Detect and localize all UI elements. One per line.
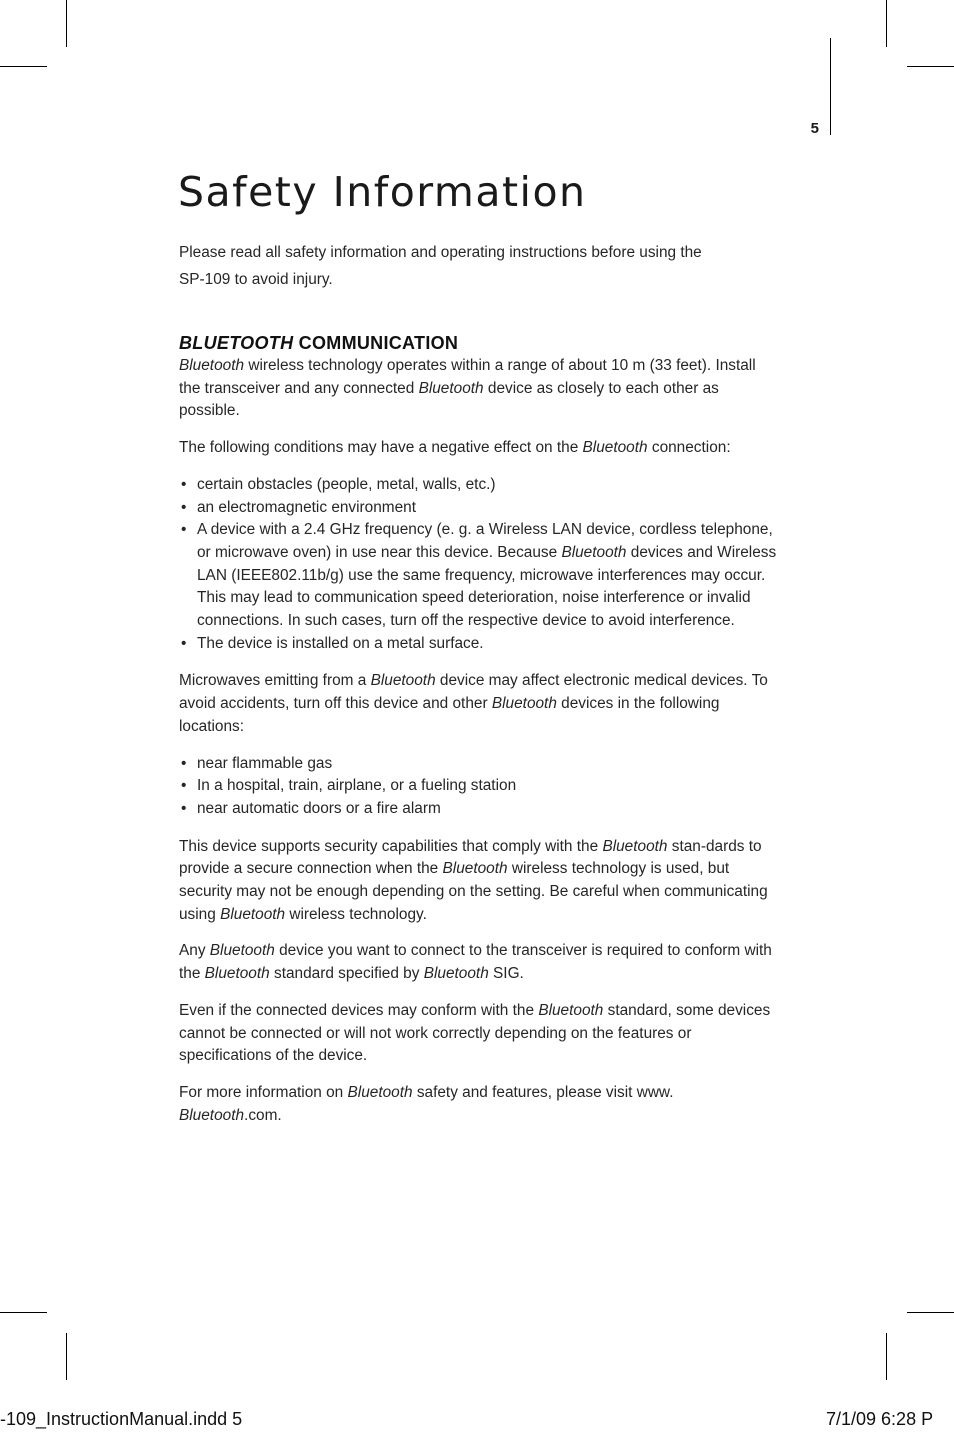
text-run: A device with a 2.4 GHz frequency (e. g. a Wireless LAN device, cordless telephone, or microwave oven) in use near this device. Because xyxy=(197,521,773,561)
brand-term: Bluetooth xyxy=(179,357,245,374)
brand-term: Bluetooth xyxy=(442,860,508,878)
text-run: .com. xyxy=(244,1106,282,1124)
paragraph-more-info xyxy=(179,1082,779,1127)
text-run: standard, some devices cannot be connected or will not work correctly depending on the features or specifications of the device. xyxy=(179,1001,771,1065)
text-run: Any xyxy=(179,942,210,960)
text-run: devices in the following locations: xyxy=(179,695,720,735)
intro-line-1: Please read all safety information and operating instructions before using the xyxy=(179,244,702,261)
brand-term: Bluetooth xyxy=(561,543,627,561)
text-run: devices and Wireless LAN (IEEE802.11b/g) use the same frequency, microwave interferences may occur. This may lead to communication speed deterioration, noise interference or invalid connections. In such cases, turn off the respective device to avoid interference. xyxy=(197,543,777,630)
text-run: wireless technology operates within a range of about 10 m (33 feet). Install the transceiver and any connected xyxy=(179,357,756,397)
paragraph-microwaves xyxy=(179,670,779,738)
brand-term: Bluetooth xyxy=(347,1083,413,1101)
brand-term: Bluetooth xyxy=(423,965,489,983)
text-run: connection: xyxy=(647,439,731,457)
locations-list xyxy=(179,753,779,821)
crop-mark xyxy=(886,1333,887,1380)
paragraph-security xyxy=(179,836,779,927)
brand-term: Bluetooth xyxy=(179,1106,245,1124)
brand-term: Bluetooth xyxy=(370,672,436,690)
text-run: For more information on xyxy=(179,1083,348,1101)
list-item: • The device is installed on a metal surface. xyxy=(179,633,779,656)
brand-term: Bluetooth xyxy=(491,695,557,713)
heading-rest: COMMUNICATION xyxy=(293,333,459,353)
page-number: 5 xyxy=(810,120,819,137)
text-run: This device supports security capabilities that comply with the xyxy=(179,837,603,855)
text-run: Microwaves emitting from a xyxy=(179,672,371,690)
list-item: • an electromagnetic environment xyxy=(179,497,779,520)
intro-paragraph xyxy=(179,239,779,293)
brand-term: Bluetooth xyxy=(582,439,648,457)
paragraph-conditions xyxy=(179,437,779,460)
text-run: standard specified by xyxy=(269,965,424,983)
paragraph-conform xyxy=(179,940,779,985)
page-title: Safety Information xyxy=(178,168,587,216)
page-edge-rule xyxy=(830,38,831,135)
intro-line-2: SP-109 to avoid injury. xyxy=(179,271,333,288)
crop-mark xyxy=(0,1312,47,1313)
text-run: stan-dards to provide a secure connection when the xyxy=(179,837,762,878)
crop-mark xyxy=(907,66,954,67)
footer-datetime: 7/1/09 6:28 P xyxy=(826,1409,934,1429)
crop-mark xyxy=(66,1333,67,1380)
list-item: • near flammable gas xyxy=(179,753,779,776)
brand-term: Bluetooth xyxy=(209,942,275,960)
text-run: SIG. xyxy=(488,965,524,983)
brand-term: Bluetooth xyxy=(220,905,286,923)
section-heading xyxy=(179,331,779,355)
paragraph-compatibility xyxy=(179,1000,779,1068)
text-run: safety and features, please visit www. xyxy=(412,1083,674,1101)
text-run: Even if the connected devices may conform with the xyxy=(179,1001,539,1019)
footer-filename: -109_InstructionManual.indd 5 xyxy=(0,1409,243,1429)
text-run: The following conditions may have a negative effect on the xyxy=(179,439,583,457)
list-item xyxy=(179,519,779,633)
brand-term: Bluetooth xyxy=(602,837,668,855)
text-run: device as closely to each other as possible. xyxy=(179,379,719,420)
text-run: device you want to connect to the transceiver is required to conform with the xyxy=(179,942,772,983)
brand-term: Bluetooth xyxy=(538,1001,604,1019)
crop-mark xyxy=(886,0,887,47)
brand-term: Bluetooth xyxy=(204,965,270,983)
crop-mark xyxy=(907,1312,954,1313)
crop-mark xyxy=(0,66,47,67)
brand-term: Bluetooth xyxy=(418,379,484,397)
list-item: • In a hospital, train, airplane, or a fueling station xyxy=(179,775,779,798)
text-run: wireless technology is used, but security may not be enough depending on the setting. Be careful when communicating using xyxy=(179,860,768,923)
list-item: • certain obstacles (people, metal, walls, etc.) xyxy=(179,474,779,497)
paragraph-range xyxy=(179,355,779,423)
document-body xyxy=(179,239,779,1141)
text-run: wireless technology. xyxy=(285,905,427,923)
text-run: device may affect electronic medical devices. To avoid accidents, turn off this device and other xyxy=(179,672,768,713)
crop-mark xyxy=(66,0,67,47)
conditions-list xyxy=(179,474,779,656)
list-item: • near automatic doors or a fire alarm xyxy=(179,798,779,821)
heading-italic: BLUETOOTH xyxy=(179,333,294,353)
